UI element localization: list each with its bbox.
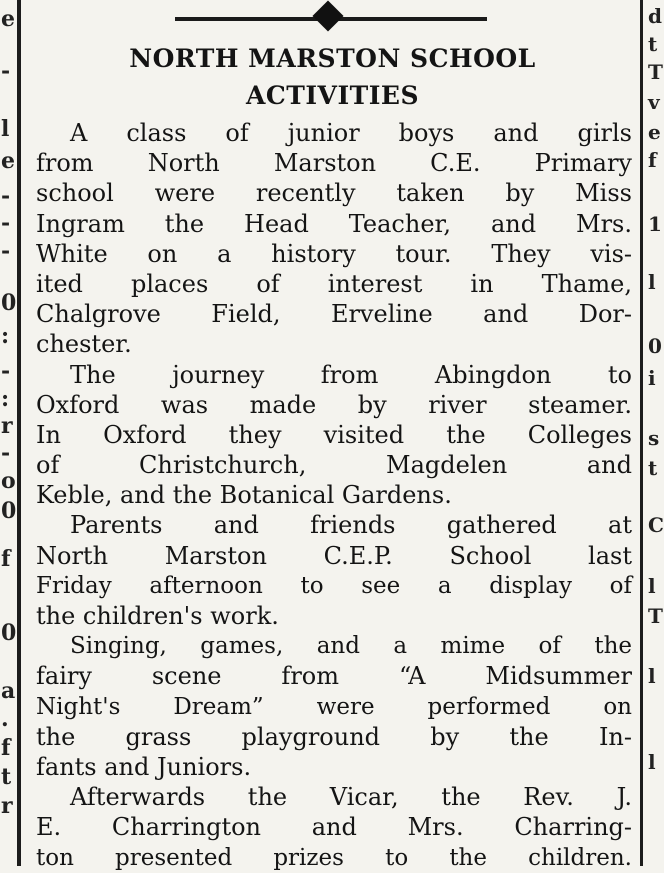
text-line: school were recently taken by Miss (36, 179, 632, 208)
text-line: E. Charrington and Mrs. Charring- (36, 813, 632, 842)
right-column-fragments (648, 0, 662, 866)
fragment-char: s (648, 426, 660, 450)
text-line: Parents and friends gathered at (70, 511, 632, 540)
fragment-char: r (1, 793, 13, 819)
fragment-char: i (648, 366, 656, 390)
fragment-char: C (648, 513, 664, 537)
fragment-char: 0 (648, 334, 662, 358)
left-column-rule (17, 0, 21, 866)
text-line: A class of junior boys and girls (70, 119, 632, 147)
text-line: Oxford was made by river steamer. (36, 390, 632, 419)
fragment-char: v (648, 90, 660, 114)
text-line: the children's work. (36, 602, 279, 630)
right-column-rule (640, 0, 643, 866)
text-line: from North Marston C.E. Primary (36, 149, 632, 178)
fragment-char: - (1, 358, 11, 384)
text-line: the grass playground by the In- (36, 722, 632, 751)
fragment-char: d (648, 4, 662, 28)
text-line: ton presented prizes to the children. (36, 844, 632, 871)
fragment-char: - (1, 440, 11, 466)
fragment-char: l (1, 116, 10, 142)
fragment-char: e (1, 148, 15, 174)
diamond-ornament-icon (312, 0, 343, 31)
fragment-char: e (648, 120, 661, 144)
text-line: White on a history tour. They vis- (36, 239, 632, 268)
fragment-char: T (648, 604, 663, 628)
article-body (36, 118, 632, 873)
fragment-char: T (648, 60, 663, 84)
text-line: Singing, games, and a mime of the (70, 633, 632, 660)
text-line: ited places of interest in Thame, (36, 269, 632, 298)
headline (40, 40, 625, 114)
text-line: Keble, and the Botanical Gardens. (36, 481, 452, 510)
left-column-fragments (0, 0, 17, 866)
text-line: Ingram the Head Teacher, and Mrs. (36, 209, 632, 238)
fragment-char: a (1, 678, 16, 704)
fragment-char: l (648, 750, 656, 774)
fragment-char: - (1, 183, 11, 209)
fragment-char: r (1, 413, 13, 439)
text-line: fants and Juniors. (36, 752, 252, 781)
text-line: North Marston C.E.P. School last (36, 541, 632, 570)
fragment-char: t (648, 456, 658, 480)
fragment-char: f (1, 546, 11, 572)
fragment-char: : (1, 323, 10, 349)
text-line: Night's Dream” were performed on (36, 693, 632, 720)
fragment-char: : (1, 386, 10, 412)
text-line: Friday afternoon to see a display of (36, 572, 632, 599)
fragment-char: 0 (1, 498, 17, 524)
text-line: Afterwards the Vicar, the Rev. J. (70, 783, 632, 812)
text-line: fairy scene from “A Midsummer (36, 662, 632, 691)
fragment-char: f (648, 148, 657, 172)
fragment-char: f (1, 735, 11, 761)
fragment-char: 0 (1, 620, 17, 646)
fragment-char: t (1, 764, 12, 790)
text-line: of Christchurch, Magdelen and (36, 451, 632, 480)
text-line: In Oxford they visited the Colleges (36, 420, 632, 449)
fragment-char: o (1, 468, 16, 494)
fragment-char: - (1, 210, 11, 236)
text-line: chester. (36, 330, 132, 359)
fragment-char: - (1, 58, 11, 84)
fragment-char: 1 (648, 212, 662, 236)
text-line: Chalgrove Field, Erveline and Dor- (36, 300, 632, 329)
headline-line: ACTIVITIES (245, 81, 420, 110)
fragment-char: e (1, 6, 15, 32)
fragment-char: l (648, 270, 656, 294)
fragment-char: - (1, 238, 11, 264)
fragment-char: t (648, 32, 658, 56)
fragment-char: l (648, 664, 656, 688)
headline-line: NORTH MARSTON SCHOOL (129, 44, 536, 73)
fragment-char: . (1, 706, 9, 732)
fragment-char: l (648, 574, 656, 598)
fragment-char: 0 (1, 290, 17, 316)
text-line: The journey from Abingdon to (70, 360, 632, 389)
